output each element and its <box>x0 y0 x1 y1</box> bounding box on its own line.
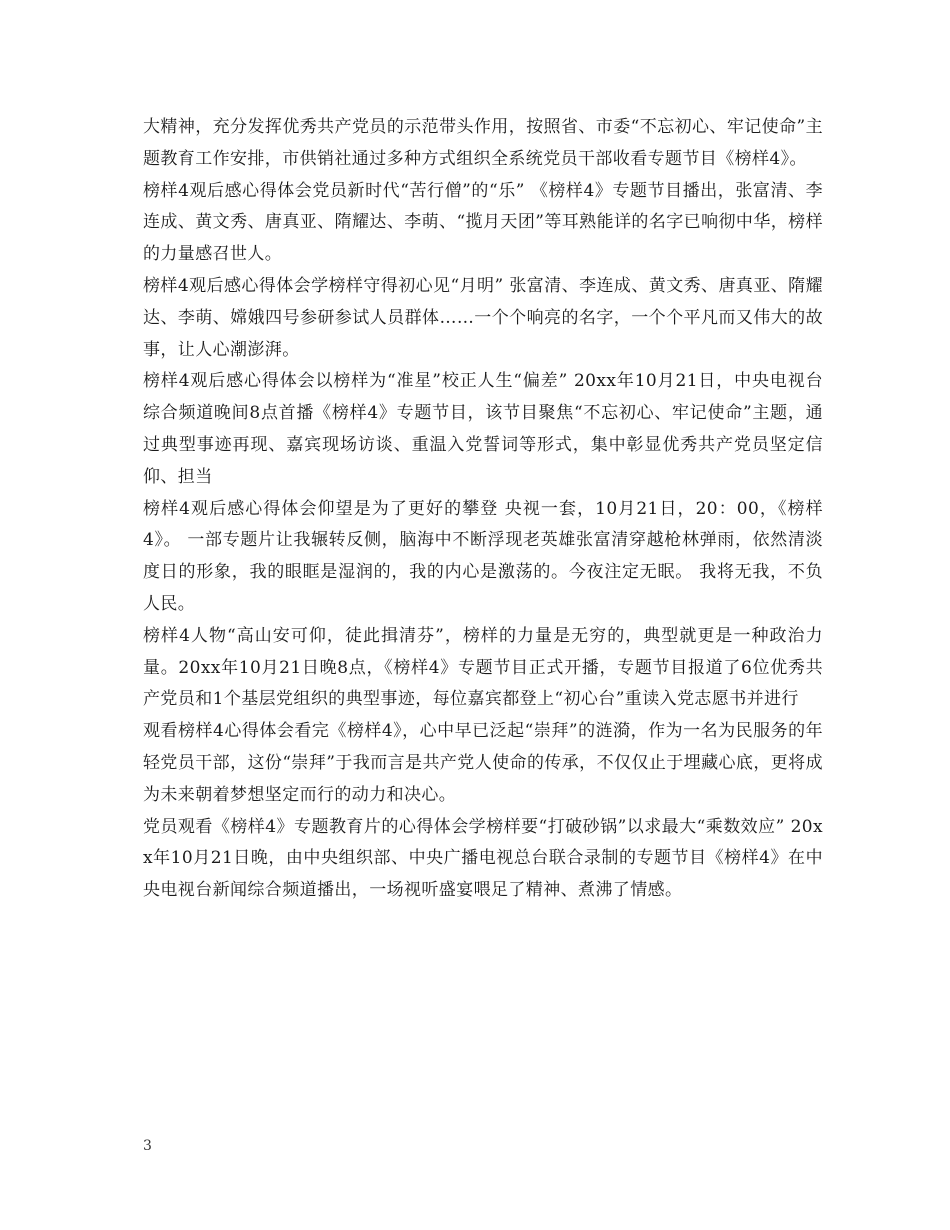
paragraph-7: 观看榜样4心得体会看完《榜样4》，心中早已泛起“崇拜”的涟漪，作为一名为民服务的年轻党员干部，这份“崇拜”于我而言是共产党人使命的传承，不仅仅止于埋藏心底，更将成为未来朝着梦想坚定而行的动力和决心。 <box>143 721 823 805</box>
paragraph-8: 党员观看《榜样4》专题教育片的心得体会学榜样要“打破砂锅”以求最大“乘数效应” 20xx年10月21日晚，由中央组织部、中央广播电视总台联合录制的专题节目《榜样4》在中央电视台新闻综合频道播出，一场视听盛宴喂足了精神、煮沸了情感。 <box>143 816 823 901</box>
paragraph-6: 榜样4人物“高山安可仰，徒此揖清芬”，榜样的力量是无穷的，典型就更是一种政治力量。20xx年10月21日晚8点，《榜样4》专题节目正式开播，专题节目报道了6位优秀共产党员和1个基层党组织的典型事迹，每位嘉宾都登上“初心台”重读入党志愿书并进行 <box>143 625 823 710</box>
paragraph-1: 大精神，充分发挥优秀共产党员的示范带头作用，按照省、市委“不忘初心、牢记使命”主题教育工作安排，市供销社通过多种方式组织全系统党员干部收看专题节目《榜样4》。 <box>143 117 823 169</box>
paragraph-4: 榜样4观后感心得体会以榜样为“准星”校正人生“偏差” 20xx年10月21日，中央电视台综合频道晚间8点首播《榜样4》专题节目，该节目聚焦“不忘初心、牢记使命”主题，通过典型事迹再现、嘉宾现场访谈、重温入党誓词等形式，集中彰显优秀共产党员坚定信仰、担当 <box>143 371 823 487</box>
page-number: 3 <box>143 1138 152 1154</box>
paragraph-3: 榜样4观后感心得体会学榜样守得初心见“月明” 张富清、李连成、黄文秀、唐真亚、隋耀达、李萌、嫦娥四号参研参试人员群体……一个个响亮的名字，一个个平凡而又伟大的故事，让人心潮澎湃。 <box>143 275 823 360</box>
paragraph-2: 榜样4观后感心得体会党员新时代“苦行僧”的“乐” 《榜样4》专题节目播出，张富清、李连成、黄文秀、唐真亚、隋耀达、李萌、“揽月天团”等耳熟能详的名字已响彻中华，榜样的力量感召世人。 <box>143 180 823 265</box>
body-text <box>143 112 823 907</box>
paragraph-5: 榜样4观后感心得体会仰望是为了更好的攀登 央视一套，10月21日，20：00，《榜样4》。 一部专题片让我辗转反侧，脑海中不断浮现老英雄张富清穿越枪林弹雨，依然清淡度日的形象，我的眼眶是湿润的，我的内心是激荡的。今夜注定无眠。 我将无我，不负人民。 <box>143 498 823 614</box>
